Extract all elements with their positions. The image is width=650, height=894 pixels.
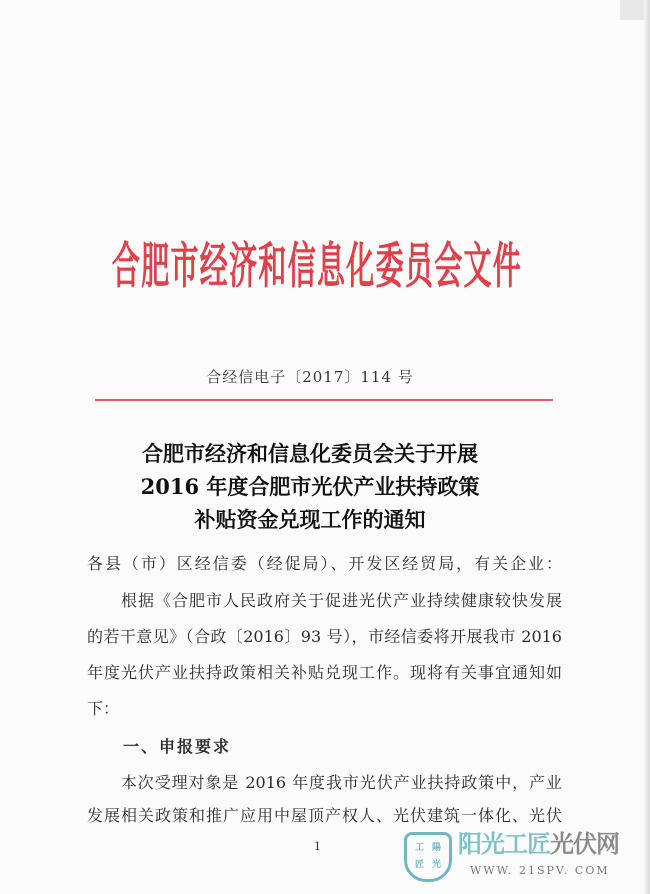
- body-line: 发展相关政策和推广应用中屋顶产权人、光伏建筑一体化、光伏: [87, 806, 562, 825]
- watermark-name-part2: 光伏网: [550, 830, 619, 858]
- watermark-name: [458, 830, 619, 858]
- section-title: 一、申报要求: [87, 737, 232, 756]
- body-line: 各县（市）区经信委（经促局）、开发区经贸局，有关企业：: [87, 554, 562, 573]
- badge-char: 光: [431, 860, 441, 870]
- notice-heading-line: 2016 年度合肥市光伏产业扶持政策: [140, 474, 480, 499]
- watermark-url: WWW. 21SPV. COM: [470, 864, 610, 877]
- body-line: 的若干意见》（合政〔2016〕93 号），市经信委将开展我市 2016: [87, 627, 562, 646]
- badge-char: 匠: [414, 860, 424, 870]
- issuer-title: 合肥市经济和信息化委员会文件: [111, 236, 523, 295]
- watermark-logo: [400, 830, 640, 890]
- badge-char: 陽: [431, 843, 441, 853]
- notice-heading-line: 合肥市经济和信息化委员会关于开展: [142, 441, 478, 466]
- notice-heading-line: 补贴资金兑现工作的通知: [194, 507, 426, 532]
- scan-edge: [644, 0, 650, 894]
- document-number: 合经信电子〔2017〕114 号: [206, 368, 414, 386]
- badge-char: 工: [414, 843, 424, 853]
- red-divider: [95, 399, 553, 401]
- body-line: 年度光伏产业扶持政策相关补贴兑现工作。现将有关事宜通知如: [87, 663, 562, 682]
- body-line: 根据《合肥市人民政府关于促进光伏产业持续健康较快发展: [87, 591, 562, 610]
- body-line: 下：: [87, 699, 120, 718]
- shield-badge-icon: [404, 832, 452, 882]
- watermark-name-part1: 阳光工匠: [458, 830, 550, 858]
- body-line: 本次受理对象是 2016 年度我市光伏产业扶持政策中，产业: [87, 773, 562, 792]
- page-number: 1: [314, 840, 321, 853]
